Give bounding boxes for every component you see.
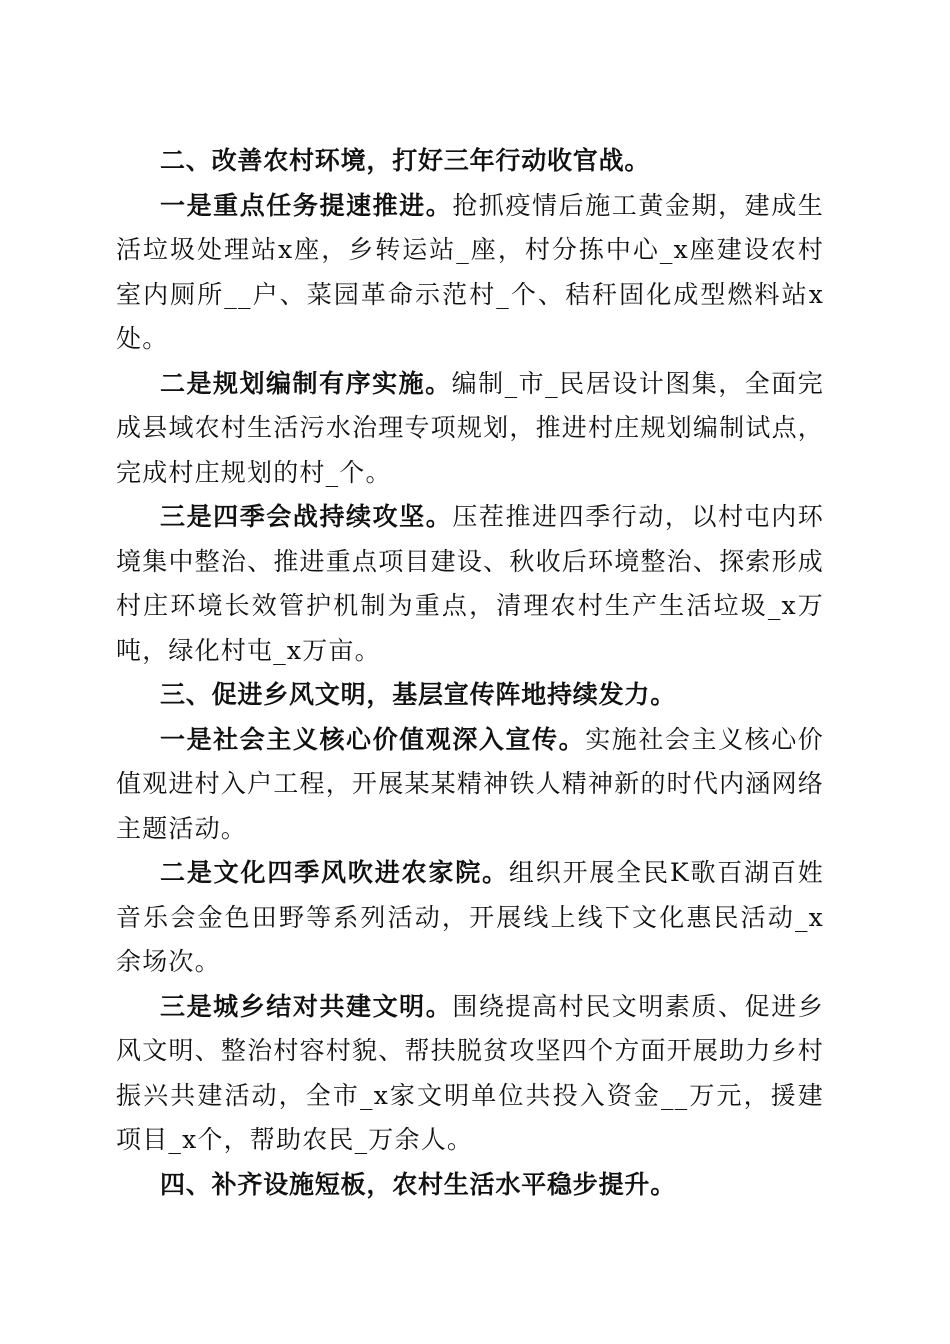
body-paragraph [116,184,824,362]
paragraph-body: 编制_市_民居设计图集，全面完成县域农村生活污水治理专项规划，推进村庄规划编制试点，完成村庄规划的村_个。 [116,368,824,487]
section-heading: 二、改善农村环境，打好三年行动收官战。 [160,146,651,175]
paragraph-lead: 一是重点任务提速推进。 [160,190,453,220]
section-heading: 四、补齐设施短板，农村生活水平稳步提升。 [160,1169,677,1199]
paragraph-lead: 二是规划编制有序实施。 [160,368,452,398]
body-paragraph [116,985,824,1163]
body-paragraph [116,718,824,852]
document-page [116,139,824,1207]
paragraph-body: 围绕提高村民文明素质、促进乡风文明、整治村容村貌、帮扶脱贫攻坚四个方面开展助力乡村振兴共建活动，全市_x家文明单位共投入资金__万元，援建项目_x个，帮助农民_万余人。 [116,991,824,1154]
section-heading: 三、促进乡风文明，基层宣传阵地持续发力。 [160,680,677,709]
paragraph-body: 实施社会主义核心价值观进村入户工程，开展某某精神铁人精神新的时代内涵网络主题活动。 [116,724,824,843]
paragraph-lead: 二是文化四季风吹进农家院。 [160,858,509,887]
paragraph-body: 抢抓疫情后施工黄金期，建成生活垃圾处理站x座，乡转运站_座，村分拣中心_x座建设农村室内厕所__户、菜园革命示范村_个、秸秆固化成型燃料站x处。 [116,190,824,353]
body-paragraph [116,851,824,985]
paragraph-body: 组织开展全民K歌百湖百姓音乐会金色田野等系列活动，开展线上线下文化惠民活动_x余场次。 [116,858,825,976]
paragraph-body: 压茬推进四季行动，以村屯内环境集中整治、推进重点项目建设、秋收后环境整治、探索形成村庄环境长效管护机制为重点，清理农村生产生活垃圾_x万吨，绿化村屯_x万亩。 [116,502,824,665]
body-paragraph [116,362,824,496]
paragraph-lead: 三是四季会战持续攻坚。 [160,502,453,531]
paragraph-lead: 一是社会主义核心价值观深入宣传。 [160,724,586,754]
paragraph-lead: 三是城乡结对共建文明。 [160,991,453,1021]
body-paragraph [116,495,824,673]
